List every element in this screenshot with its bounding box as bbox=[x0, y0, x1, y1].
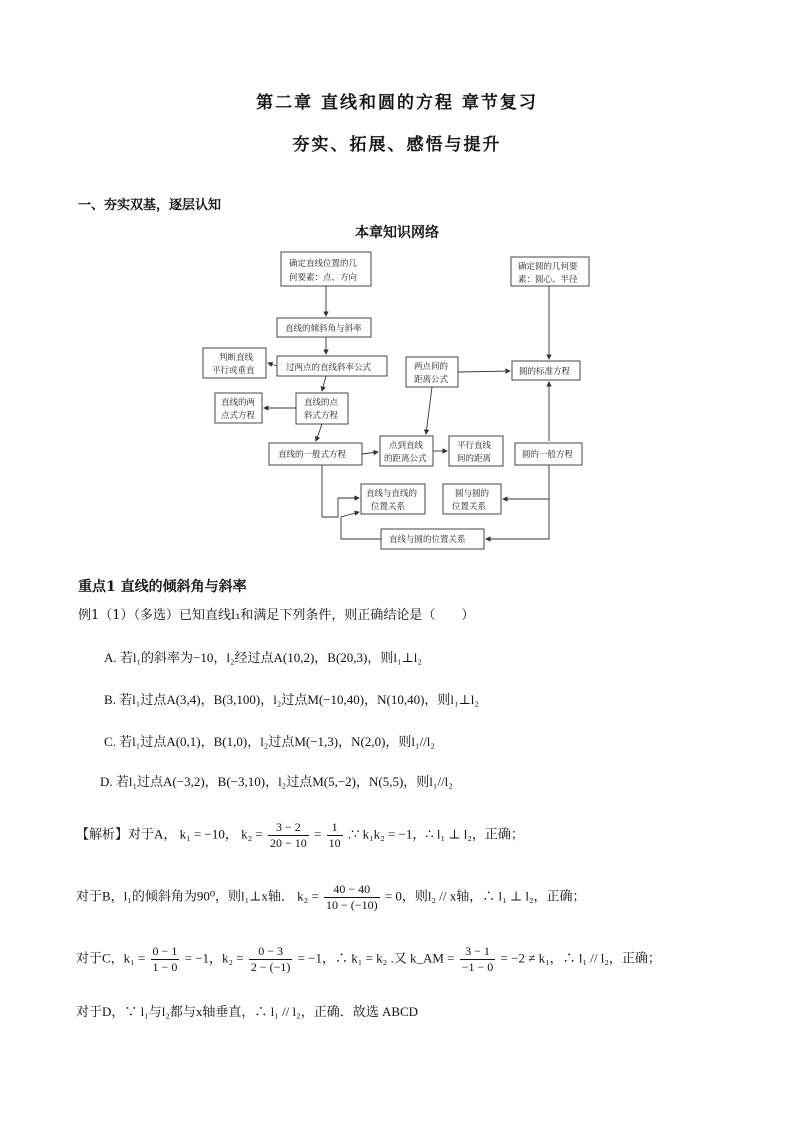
fraction bbox=[268, 820, 309, 851]
chapter-subtitle: 夯实、拓展、感悟与提升 bbox=[292, 135, 502, 155]
node-text: 直线的倾斜角与斜率 bbox=[285, 324, 362, 334]
chapter-title: 第二章 直线和圆的方程 章节复习 bbox=[256, 93, 538, 113]
analysis-text: = −2 ≠ k₁，∴ l₁ // l₂，正确； bbox=[500, 950, 661, 966]
analysis-text: = −1，∴ k₁ = k₂ .又 k_AM = bbox=[297, 950, 455, 966]
denominator: 1 − 0 bbox=[152, 960, 178, 974]
node-text: 斜式方程 bbox=[304, 411, 339, 421]
node-text: 直线与直线的 bbox=[366, 489, 418, 499]
fraction bbox=[460, 944, 496, 975]
node-text: 过两点的直线斜率公式 bbox=[286, 363, 372, 373]
analysis-text: k₂ = bbox=[241, 826, 263, 842]
node-text: 圆与圆的 bbox=[455, 489, 490, 499]
node-text: 何要素：点、方向 bbox=[289, 273, 358, 283]
node-text: 直线的一般式方程 bbox=[278, 450, 347, 460]
fraction bbox=[324, 882, 380, 913]
analysis-text: .∵ k₁k₂ = −1，∴ l₁ ⊥ l₂，正确； bbox=[347, 826, 524, 842]
node-text: 的距离公式 bbox=[384, 454, 427, 464]
analysis-b bbox=[76, 882, 586, 913]
analysis-text: = 0，则l₂ // x轴，∴ l₁ ⊥ l₂，正确； bbox=[384, 888, 586, 904]
fraction bbox=[151, 944, 180, 975]
node-text: 位置关系 bbox=[452, 502, 487, 512]
numerator: 0 − 1 bbox=[152, 944, 178, 958]
node-text: 点式方程 bbox=[221, 411, 256, 421]
fraction bbox=[249, 944, 293, 975]
analysis-c bbox=[76, 944, 661, 975]
option-a: A. 若l₁的斜率为−10，l₂经过点A(10,2)，B(20,3)，则l₁⊥l₂ bbox=[104, 650, 422, 665]
node-text: 位置关系 bbox=[371, 502, 406, 512]
option-b: B. 若l₁过点A(3,4)，B(3,100)，l₂过点M(−10,40)，N(10,40)，则l₁⊥l₂ bbox=[104, 692, 479, 707]
node-text: 判断直线 bbox=[219, 353, 254, 363]
node-text: 直线与圆的位置关系 bbox=[389, 535, 466, 545]
node-text: 确定圆的几何要 bbox=[518, 262, 578, 272]
numerator: 3 − 2 bbox=[268, 820, 309, 836]
node-text: 间的距离 bbox=[457, 454, 492, 464]
example-question: 例1（1）（多选）已知直线l₁和满足下列条件，则正确结论是（ ） bbox=[78, 608, 475, 623]
section-heading: 一、夯实双基，逐层认知 bbox=[78, 198, 222, 213]
node-text: 素：圆心、半径 bbox=[518, 275, 578, 285]
analysis-text: 对于C，k₁ = bbox=[76, 950, 146, 966]
node-text: 平行或垂直 bbox=[212, 366, 255, 376]
numerator: 40 − 40 bbox=[324, 882, 380, 898]
analysis-text: = −1，k₂ = bbox=[184, 950, 244, 966]
analysis-text: 对于B，l₁的倾斜角为90⁰，则l₁⊥x轴． bbox=[76, 888, 294, 904]
numerator: 1 bbox=[327, 820, 343, 836]
denominator: 10 − (−10) bbox=[326, 898, 378, 912]
analysis-d: 对于D，∵ l₁与l₂都与x轴垂直，∴ l₁ // l₂，正确．故选 ABCD bbox=[76, 1004, 419, 1019]
node-text: 点到直线 bbox=[389, 441, 424, 451]
analysis-text: = bbox=[314, 826, 322, 842]
node-text: 圆的标准方程 bbox=[519, 367, 571, 377]
analysis-a bbox=[76, 820, 524, 851]
option-d: D. 若l₁过点A(−3,2)，B(−3,10)，l₂过点M(5,−2)，N(5,5)，则l₁//l₂ bbox=[100, 774, 453, 789]
fraction bbox=[327, 820, 343, 851]
node-text: 直线的点 bbox=[304, 398, 339, 408]
numerator: 3 − 1 bbox=[460, 944, 496, 960]
denominator: 10 bbox=[328, 836, 341, 850]
analysis-text: k₂ = bbox=[297, 888, 319, 904]
node-text: 平行直线 bbox=[457, 441, 492, 451]
node-text: 确定直线位置的几 bbox=[289, 259, 358, 269]
key-point-heading: 重点1 直线的倾斜角与斜率 bbox=[78, 579, 247, 595]
option-c: C. 若l₁过点A(0,1)，B(1,0)，l₂过点M(−1,3)，N(2,0)，则l₁//l₂ bbox=[104, 734, 435, 749]
node-text: 直线的两 bbox=[221, 398, 256, 408]
diagram-title: 本章知识网络 bbox=[355, 225, 439, 241]
analysis-text: k₁ = −10， bbox=[179, 826, 238, 842]
numerator: 0 − 3 bbox=[249, 944, 293, 960]
node-text: 距离公式 bbox=[414, 375, 449, 385]
analysis-text: 【解析】对于A， bbox=[76, 826, 177, 842]
denominator: 20 − 10 bbox=[269, 836, 307, 850]
node-text: 圆的一般方程 bbox=[522, 450, 574, 460]
node-text: 两点间的 bbox=[414, 362, 449, 372]
denominator: 2 − (−1) bbox=[250, 960, 291, 974]
denominator: −1 − 0 bbox=[461, 960, 494, 974]
